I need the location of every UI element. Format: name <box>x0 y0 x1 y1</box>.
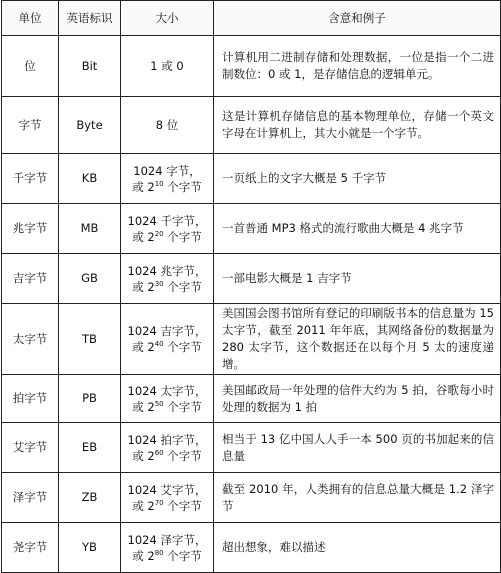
size-base: 或 2 <box>132 548 155 563</box>
symbol-cell: MB <box>59 204 121 254</box>
meaning-cell: 一部电影大概是 1 吉字节 <box>214 254 501 304</box>
symbol-cell: Bit <box>59 36 121 97</box>
size-tail: 个字节 <box>163 279 202 294</box>
size-cell <box>121 473 214 523</box>
size-main: 1024 拍字节， <box>127 432 207 447</box>
size-exponent: 60 <box>154 448 164 457</box>
size-main: 1024 太字节， <box>127 383 207 398</box>
size-exponent: 70 <box>154 498 164 507</box>
meaning-cell: 这是计算机存储信息的基本物理单位，存储一个英文字母在计算机上，其大小就是一个字节。 <box>214 97 501 154</box>
unit-cell: 太字节 <box>2 304 59 375</box>
unit-cell: 拍字节 <box>2 375 59 423</box>
header-meaning: 含意和例子 <box>214 1 501 36</box>
size-main: 1024 字节， <box>133 163 201 178</box>
table-row <box>2 154 501 204</box>
size-tail: 个字节 <box>163 548 202 563</box>
size-base: 或 2 <box>132 229 155 244</box>
size-base: 或 2 <box>132 279 155 294</box>
unit-cell: 艾字节 <box>2 423 59 473</box>
size-main: 1024 兆字节， <box>127 263 207 278</box>
table-row <box>2 204 501 254</box>
size-main: 8 位 <box>155 118 179 132</box>
size-base: 或 2 <box>132 399 155 414</box>
size-base: 或 2 <box>132 179 155 194</box>
size-cell <box>121 154 214 204</box>
meaning-cell: 一首普通 MP3 格式的流行歌曲大概是 4 兆字节 <box>214 204 501 254</box>
unit-cell: 字节 <box>2 97 59 154</box>
size-exponent: 30 <box>154 279 164 288</box>
symbol-cell: GB <box>59 254 121 304</box>
symbol-cell: Byte <box>59 97 121 154</box>
size-exponent: 20 <box>154 229 164 238</box>
meaning-cell: 美国国会图书馆所有登记的印刷版书本的信息量为 15 太字节，截至 2011 年年底，其网络备份的数据量为 280 太字节，这个数据还在以每个月 5 太的速度递增。 <box>214 304 501 375</box>
size-tail: 个字节 <box>163 340 202 354</box>
size-main: 1024 千字节， <box>127 213 207 228</box>
size-cell <box>121 375 214 423</box>
header-unit: 单位 <box>2 1 59 36</box>
size-exponent: 40 <box>154 340 164 348</box>
data-unit-table <box>1 0 501 573</box>
size-cell <box>121 204 214 254</box>
symbol-cell: KB <box>59 154 121 204</box>
table-row <box>2 423 501 473</box>
size-tail: 个字节 <box>163 448 202 463</box>
header-row <box>2 1 501 36</box>
meaning-cell: 美国邮政局一年处理的信件大约为 5 拍，谷歌每小时处理的数据为 1 拍 <box>214 375 501 423</box>
symbol-cell: ZB <box>59 473 121 523</box>
size-tail: 个字节 <box>163 229 202 244</box>
size-cell <box>121 97 214 154</box>
meaning-cell: 计算机用二进制存储和处理数据，一位是指一个二进制数位：0 或 1，是存储信息的逻辑单元。 <box>214 36 501 97</box>
unit-cell: 尧字节 <box>2 523 59 573</box>
meaning-cell: 一页纸上的文字大概是 5 千字节 <box>214 154 501 204</box>
header-symbol: 英语标识 <box>59 1 121 36</box>
table-row <box>2 523 501 573</box>
unit-cell: 位 <box>2 36 59 97</box>
size-main: 1024 吉字节， <box>127 324 207 338</box>
size-tail: 个字节 <box>163 399 202 414</box>
table-row <box>2 304 501 375</box>
size-cell <box>121 254 214 304</box>
size-cell <box>121 523 214 573</box>
symbol-cell: TB <box>59 304 121 375</box>
table-row <box>2 97 501 154</box>
size-main: 1024 泽字节， <box>127 532 207 547</box>
size-main: 1024 艾字节， <box>127 482 207 497</box>
meaning-cell: 截至 2010 年，人类拥有的信息总量大概是 1.2 泽字节 <box>214 473 501 523</box>
meaning-cell: 相当于 13 亿中国人人手一本 500 页的书加起来的信息量 <box>214 423 501 473</box>
unit-cell: 兆字节 <box>2 204 59 254</box>
unit-cell: 千字节 <box>2 154 59 204</box>
symbol-cell: EB <box>59 423 121 473</box>
size-cell <box>121 36 214 97</box>
size-exponent: 10 <box>154 179 164 188</box>
size-exponent: 50 <box>154 399 164 408</box>
meaning-cell: 超出想象，难以描述 <box>214 523 501 573</box>
header-size: 大小 <box>121 1 214 36</box>
unit-cell: 泽字节 <box>2 473 59 523</box>
symbol-cell: YB <box>59 523 121 573</box>
table-row <box>2 254 501 304</box>
table-row <box>2 473 501 523</box>
table-row <box>2 375 501 423</box>
unit-cell: 吉字节 <box>2 254 59 304</box>
size-tail: 个字节 <box>163 498 202 513</box>
size-cell <box>121 423 214 473</box>
size-base: 或 2 <box>132 448 155 463</box>
size-cell <box>121 304 214 375</box>
table-row <box>2 36 501 97</box>
size-base: 或 2 <box>132 498 155 513</box>
symbol-cell: PB <box>59 375 121 423</box>
size-base: 或 2 <box>132 340 155 354</box>
size-exponent: 80 <box>154 548 164 557</box>
size-tail: 个字节 <box>163 179 202 194</box>
size-main: 1 或 0 <box>150 59 184 73</box>
